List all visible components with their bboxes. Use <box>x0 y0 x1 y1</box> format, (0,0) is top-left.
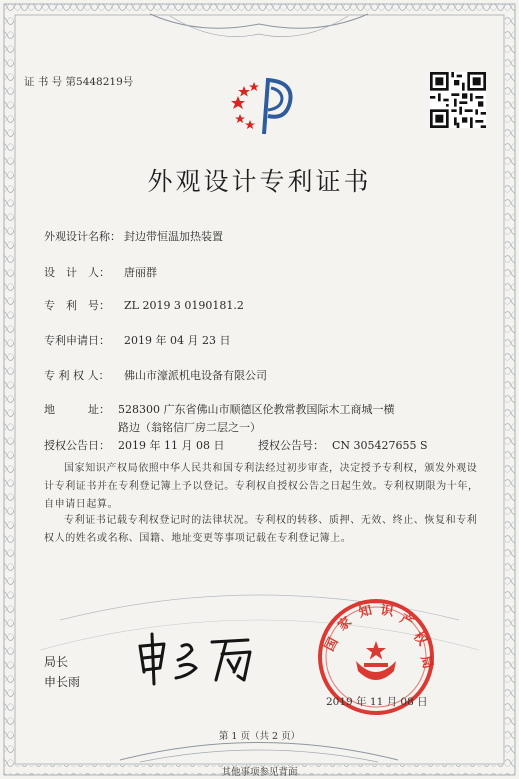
signatory-name: 申长雨 <box>44 675 81 689</box>
page-indicator: 第 1 页（共 2 页） <box>218 731 301 742</box>
field-label: 设 计 人： <box>44 266 110 279</box>
svg-text:识: 识 <box>379 603 395 620</box>
footnote: 其他事项参见背面 <box>221 767 298 778</box>
field-value: 封边带恒温加热装置 <box>124 230 223 243</box>
field-label: 专利申请日： <box>44 334 110 347</box>
field-designer <box>44 264 157 280</box>
svg-text:权: 权 <box>409 629 430 649</box>
svg-text:知: 知 <box>357 603 374 621</box>
qr-code-icon <box>430 72 486 128</box>
field-label: 专 利 权 人： <box>44 369 110 382</box>
field-value: CN 305427655 S <box>332 439 428 452</box>
svg-text:国: 国 <box>322 635 342 654</box>
field-label: 地 址： <box>44 403 110 416</box>
field-application-date <box>44 332 230 348</box>
certificate-number: 证 书 号 第5448219号 <box>24 76 134 88</box>
field-grant-date <box>44 437 224 453</box>
field-value: 唐丽群 <box>124 266 157 279</box>
field-value: ZL 2019 3 0190181.2 <box>124 299 244 312</box>
address-line-2: 路边（翁铭信厂房二层之一） <box>118 421 261 434</box>
svg-text:局: 局 <box>417 653 436 671</box>
field-label: 专 利 号： <box>44 299 110 312</box>
certificate-title: 外观设计专利证书 <box>147 167 372 196</box>
seal-date: 2019 年 11 月 08 日 <box>326 696 428 708</box>
field-label: 授权公告号： <box>258 439 324 452</box>
field-design-name <box>44 228 223 244</box>
svg-text:家: 家 <box>335 614 355 635</box>
field-publication-number <box>258 437 428 453</box>
field-label: 外观设计名称： <box>44 230 121 243</box>
field-value: 佛山市濠派机电设备有限公司 <box>124 369 267 382</box>
field-label: 授权公告日： <box>44 439 110 452</box>
field-address <box>44 401 395 417</box>
field-value: 2019 年 11 月 08 日 <box>118 439 225 452</box>
statement-paragraph-2: 专利证书记载专利权登记时的法律状况。专利权的转移、质押、无效、终止、恢复和专利权人的姓名或名称、国籍、地址变更等事项记载在专利登记簿上。 <box>44 515 478 544</box>
field-value: 2019 年 04 月 23 日 <box>124 334 231 347</box>
svg-text:产: 产 <box>397 611 416 631</box>
address-line-1: 528300 广东省佛山市顺德区伦教常教国际木工商城一横 <box>118 403 395 416</box>
director-signature <box>130 628 270 688</box>
statement-paragraph-1: 国家知识产权局依照中华人民共和国专利法经过初步审查，决定授予专利权，颁发外观设计专利证书并在专利登记簿上予以登记。专利权自授权公告之日起生效。专利权期限为十年，自申请日起算。 <box>44 463 479 510</box>
patent-office-logo-icon <box>224 70 304 140</box>
field-patent-number <box>44 297 244 313</box>
field-patentee <box>44 367 267 383</box>
signatory-title: 局长 <box>44 655 69 669</box>
